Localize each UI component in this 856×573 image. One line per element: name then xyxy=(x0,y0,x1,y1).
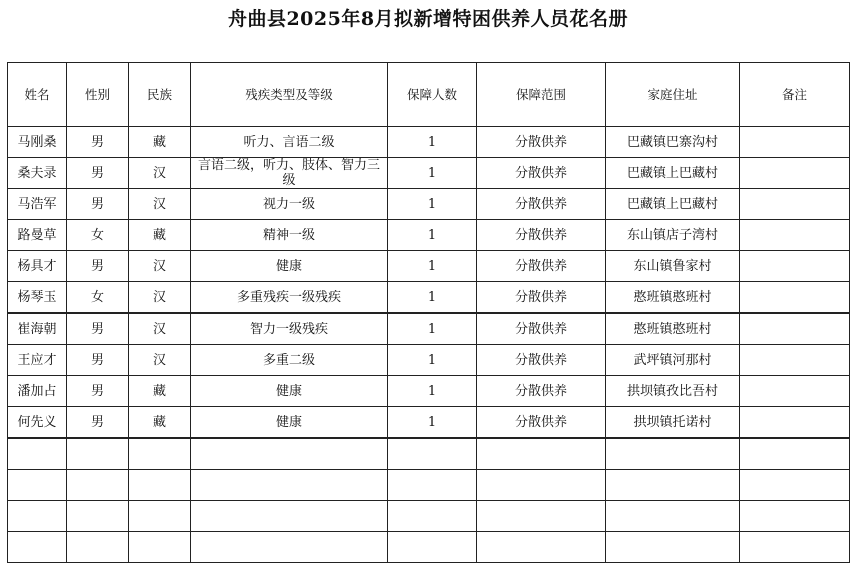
cell-disability-text: 精神一级 xyxy=(262,227,315,243)
cell-ethnicity: 汉 xyxy=(129,313,191,345)
cell-name xyxy=(8,532,67,563)
cell-gender: 男 xyxy=(67,313,129,345)
cell-disability xyxy=(191,158,388,189)
cell-remark xyxy=(740,470,850,501)
cell-disability xyxy=(191,345,388,376)
cell-gender: 男 xyxy=(67,251,129,282)
header-scope: 保障范围 xyxy=(477,63,606,127)
cell-scope: 分散供养 xyxy=(477,376,606,407)
header-disability: 残疾类型及等级 xyxy=(191,63,388,127)
cell-disability xyxy=(191,501,388,532)
cell-count xyxy=(388,438,477,470)
cell-address xyxy=(606,438,740,470)
cell-ethnicity: 汉 xyxy=(129,158,191,189)
cell-scope: 分散供养 xyxy=(477,189,606,220)
cell-remark xyxy=(740,407,850,439)
cell-disability-text: 多重残疾一级残疾 xyxy=(236,289,341,305)
table-row xyxy=(8,251,850,282)
cell-count: 1 xyxy=(388,220,477,251)
cell-remark xyxy=(740,345,850,376)
cell-count: 1 xyxy=(388,407,477,439)
cell-ethnicity: 汉 xyxy=(129,282,191,314)
cell-address: 东山镇鲁家村 xyxy=(606,251,740,282)
cell-name: 杨具才 xyxy=(8,251,67,282)
cell-address xyxy=(606,470,740,501)
cell-ethnicity: 藏 xyxy=(129,127,191,158)
cell-disability-text: 健康 xyxy=(275,258,302,274)
table-row xyxy=(8,282,850,314)
header-count: 保障人数 xyxy=(388,63,477,127)
cell-name xyxy=(8,501,67,532)
cell-disability xyxy=(191,282,388,314)
header-row xyxy=(8,63,850,127)
cell-disability xyxy=(191,438,388,470)
cell-remark xyxy=(740,313,850,345)
cell-scope xyxy=(477,501,606,532)
table-row-empty xyxy=(8,501,850,532)
document-title: 舟曲县2025年8月拟新增特困供养人员花名册 xyxy=(227,8,629,30)
cell-ethnicity xyxy=(129,532,191,563)
cell-remark xyxy=(740,220,850,251)
cell-remark xyxy=(740,282,850,314)
cell-disability-text: 智力一级残疾 xyxy=(249,321,328,337)
cell-gender: 男 xyxy=(67,407,129,439)
cell-count: 1 xyxy=(388,345,477,376)
header-ethnicity: 民族 xyxy=(129,63,191,127)
cell-disability-text: 言语二级，听力、肢体、智力三级 xyxy=(197,158,380,188)
cell-address xyxy=(606,501,740,532)
cell-scope xyxy=(477,470,606,501)
cell-remark xyxy=(740,532,850,563)
cell-count: 1 xyxy=(388,127,477,158)
table-row xyxy=(8,345,850,376)
cell-ethnicity xyxy=(129,438,191,470)
cell-disability-text: 视力一级 xyxy=(262,196,315,212)
cell-address: 巴藏镇上巴藏村 xyxy=(606,158,740,189)
cell-disability xyxy=(191,251,388,282)
cell-name: 杨琴玉 xyxy=(8,282,67,314)
cell-gender xyxy=(67,532,129,563)
cell-disability xyxy=(191,532,388,563)
cell-remark xyxy=(740,501,850,532)
cell-count: 1 xyxy=(388,313,477,345)
cell-ethnicity xyxy=(129,501,191,532)
cell-ethnicity: 汉 xyxy=(129,189,191,220)
table-row xyxy=(8,313,850,345)
cell-ethnicity: 藏 xyxy=(129,220,191,251)
cell-address xyxy=(606,532,740,563)
cell-address: 武坪镇河那村 xyxy=(606,345,740,376)
cell-gender: 男 xyxy=(67,376,129,407)
cell-ethnicity: 汉 xyxy=(129,345,191,376)
cell-scope: 分散供养 xyxy=(477,220,606,251)
cell-gender: 女 xyxy=(67,282,129,314)
cell-address: 巴藏镇巴寨沟村 xyxy=(606,127,740,158)
table-row xyxy=(8,220,850,251)
header-remark: 备注 xyxy=(740,63,850,127)
cell-count: 1 xyxy=(388,189,477,220)
header-gender: 性别 xyxy=(67,63,129,127)
table-row-empty xyxy=(8,470,850,501)
cell-address: 拱坝镇孜比吾村 xyxy=(606,376,740,407)
cell-gender: 女 xyxy=(67,220,129,251)
cell-count: 1 xyxy=(388,282,477,314)
table-row-empty xyxy=(8,532,850,563)
cell-disability xyxy=(191,189,388,220)
cell-scope: 分散供养 xyxy=(477,127,606,158)
cell-address: 东山镇店子湾村 xyxy=(606,220,740,251)
cell-scope: 分散供养 xyxy=(477,251,606,282)
cell-scope xyxy=(477,438,606,470)
cell-name: 崔海朝 xyxy=(8,313,67,345)
cell-scope: 分散供养 xyxy=(477,345,606,376)
cell-disability-text: 健康 xyxy=(275,414,302,430)
table-row xyxy=(8,376,850,407)
cell-disability xyxy=(191,470,388,501)
header-name: 姓名 xyxy=(8,63,67,127)
cell-gender xyxy=(67,438,129,470)
cell-scope: 分散供养 xyxy=(477,158,606,189)
table-row xyxy=(8,158,850,189)
cell-ethnicity xyxy=(129,470,191,501)
cell-scope xyxy=(477,532,606,563)
cell-name xyxy=(8,470,67,501)
cell-remark xyxy=(740,158,850,189)
cell-gender: 男 xyxy=(67,127,129,158)
cell-remark xyxy=(740,438,850,470)
cell-disability-text: 健康 xyxy=(275,383,302,399)
cell-ethnicity: 汉 xyxy=(129,251,191,282)
cell-count xyxy=(388,501,477,532)
cell-disability-text: 听力、言语二级 xyxy=(243,134,335,150)
cell-scope: 分散供养 xyxy=(477,407,606,439)
cell-count: 1 xyxy=(388,376,477,407)
table-row xyxy=(8,407,850,439)
cell-name: 何先义 xyxy=(8,407,67,439)
cell-gender: 男 xyxy=(67,345,129,376)
cell-name: 潘加占 xyxy=(8,376,67,407)
cell-name: 马浩军 xyxy=(8,189,67,220)
cell-ethnicity: 藏 xyxy=(129,376,191,407)
cell-scope: 分散供养 xyxy=(477,313,606,345)
table-row xyxy=(8,127,850,158)
cell-count: 1 xyxy=(388,251,477,282)
cell-remark xyxy=(740,376,850,407)
cell-name: 路曼草 xyxy=(8,220,67,251)
cell-remark xyxy=(740,127,850,158)
cell-address: 憨班镇憨班村 xyxy=(606,313,740,345)
cell-disability xyxy=(191,127,388,158)
cell-gender: 男 xyxy=(67,158,129,189)
cell-count xyxy=(388,470,477,501)
cell-gender xyxy=(67,470,129,501)
cell-scope: 分散供养 xyxy=(477,282,606,314)
cell-ethnicity: 藏 xyxy=(129,407,191,439)
cell-address: 巴藏镇上巴藏村 xyxy=(606,189,740,220)
cell-disability xyxy=(191,220,388,251)
cell-disability xyxy=(191,376,388,407)
roster-table xyxy=(7,62,850,563)
cell-gender: 男 xyxy=(67,189,129,220)
cell-name xyxy=(8,438,67,470)
cell-remark xyxy=(740,189,850,220)
header-address: 家庭住址 xyxy=(606,63,740,127)
cell-remark xyxy=(740,251,850,282)
cell-gender xyxy=(67,501,129,532)
cell-disability-text: 多重二级 xyxy=(262,352,315,368)
cell-count xyxy=(388,532,477,563)
cell-name: 桑夫录 xyxy=(8,158,67,189)
table-row xyxy=(8,189,850,220)
cell-count: 1 xyxy=(388,158,477,189)
cell-address: 憨班镇憨班村 xyxy=(606,282,740,314)
cell-disability xyxy=(191,407,388,439)
cell-address: 拱坝镇托诺村 xyxy=(606,407,740,439)
cell-disability xyxy=(191,313,388,345)
cell-name: 王应才 xyxy=(8,345,67,376)
cell-name: 马刚桑 xyxy=(8,127,67,158)
table-row-empty xyxy=(8,438,850,470)
